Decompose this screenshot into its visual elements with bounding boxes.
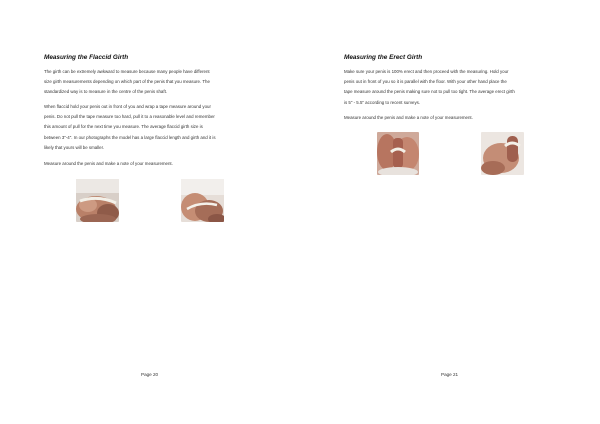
left-para-3 xyxy=(44,159,173,169)
text-line: Measure around the penis and make a note of your measurement. xyxy=(44,161,173,166)
right-para-1 xyxy=(344,67,515,108)
erect-girth-photo-1 xyxy=(377,132,419,175)
text-line: likely that yours will be smaller. xyxy=(44,144,105,150)
right-page-title: Measuring the Erect Girth xyxy=(344,54,423,61)
text-line: between 3"-4". In our photographs the model has a large flaccid length and girth and it is xyxy=(44,134,216,140)
text-line: When flaccid hold your penis out in front of you and wrap a tape measure around your xyxy=(44,104,211,109)
flaccid-girth-photo-1 xyxy=(76,179,119,222)
text-line: penis out in front of you so it is parallel with the floor. With your other hand place the xyxy=(344,79,507,85)
text-line: this amount of pull for the next time you measure. The average flaccid girth size is xyxy=(44,124,203,130)
right-page-number: Page 21 xyxy=(441,372,459,377)
right-para-2 xyxy=(344,113,473,123)
text-line: tape measure around the penis making sure not to pull too tight. The average erect girth xyxy=(344,89,515,95)
left-para-1 xyxy=(44,67,210,98)
right-page xyxy=(300,0,600,424)
left-page-title: Measuring the Flaccid Girth xyxy=(44,54,129,61)
text-line: size girth measurements depending on which part of the penis that you measure. The xyxy=(44,79,210,85)
text-line: standardized way is to measure in the centre of the penis shaft. xyxy=(44,89,168,95)
text-line: penis. Do not pull the tape measure too hard, pull it to a reasonable level and remember xyxy=(44,114,215,120)
text-line: Measure around the penis and make a note of your measurement. xyxy=(344,115,473,120)
text-line: The girth can be extremely awkward to measure because many people have different xyxy=(44,69,210,74)
text-line: Make sure your penis is 100% erect and then proceed with the measuring. Hold your xyxy=(344,69,509,74)
text-line: is 5" - 5.5" according to recent surveys. xyxy=(344,99,421,105)
left-para-2 xyxy=(44,102,216,153)
erect-girth-photo-2 xyxy=(481,132,524,175)
left-page-number: Page 20 xyxy=(141,372,159,377)
flaccid-girth-photo-2 xyxy=(181,179,224,222)
